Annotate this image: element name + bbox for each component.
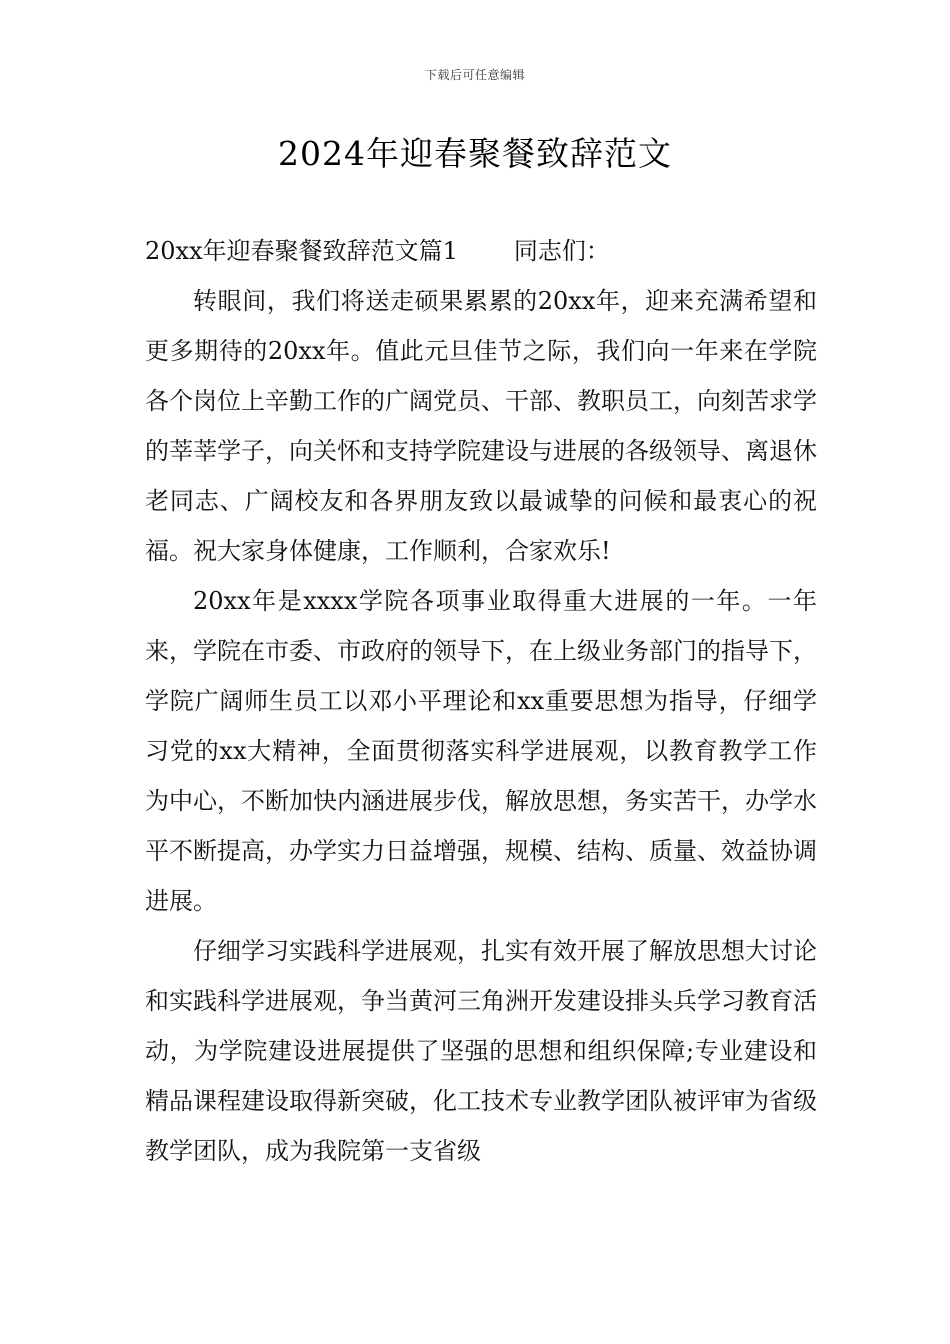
paragraph-1: 转眼间，我们将送走硕果累累的20xx年，迎来充满希望和更多期待的20xx年。值此元旦佳节之际，我们向一年来在学院各个岗位上辛勤工作的广阔党员、干部、教职员工，向刻苦求学的莘莘学子，向关怀和支持学院建设与进展的各级领导、离退休老同志、广阔校友和各界朋友致以最诚挚的问候和最衷心的祝福。祝大家身体健康，工作顺利，合家欢乐! (145, 287, 817, 565)
paragraph-2: 20xx年是xxxx学院各项事业取得重大进展的一年。一年来，学院在市委、市政府的领导下，在上级业务部门的指导下，学院广阔师生员工以邓小平理论和xx重要思想为指导，仔细学习党的xx大精神，全面贯彻落实科学进展观，以教育教学工作为中心，不断加快内涵进展步伐，解放思想，务实苦干，办学水平不断提高，办学实力日益增强，规模、结构、质量、效益协调进展。 (145, 587, 817, 915)
paragraph-3: 仔细学习实践科学进展观，扎实有效开展了解放思想大讨论和实践科学进展观，争当黄河三角洲开发建设排头兵学习教育活动，为学院建设进展提供了坚强的思想和组织保障;专业建设和精品课程建设取得新突破，化工技术专业教学团队被评审为省级教学团队，成为我院第一支省级 (145, 937, 817, 1165)
header-note: 下载后可任意编辑 (424, 68, 525, 82)
document-body (145, 226, 817, 1176)
section-heading-line (145, 226, 817, 276)
salutation: 同志们： (513, 237, 610, 265)
section-heading: 20xx年迎春聚餐致辞范文篇1 (145, 237, 458, 265)
document-title: 2024年迎春聚餐致辞范文 (278, 134, 672, 173)
